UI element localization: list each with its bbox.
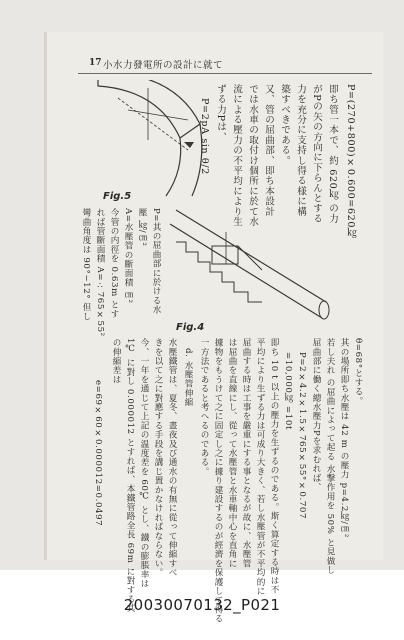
text-line: では水車の取付け個所に於て水	[247, 84, 258, 227]
text-line: は屈曲を直線にし、從って水壓管と水車軸中心を直角に	[227, 338, 237, 568]
text-line: P=(270+800)×0.600=620㎏	[345, 84, 356, 239]
header-rule	[78, 73, 372, 74]
text-line: θ=68°とする。	[353, 338, 363, 406]
fig4-label: Fig.4	[176, 322, 205, 333]
formula: P=2pA sin θ/2	[199, 98, 210, 175]
fig5-label: Fig.5	[103, 191, 132, 202]
text-line: 即ち 10 t 以上の壓力を生ずるのである。斯く算定する時は不	[269, 338, 279, 595]
text-line: 一方法であると考へるのである。	[199, 338, 209, 476]
text-line: 流による壓力の不平均により生	[231, 84, 242, 227]
text-line: A=水壓管の斷面積 ㎝²	[123, 208, 133, 304]
text-line: れば管斷面積 A=∴765×55²	[95, 208, 105, 337]
page-number: 17	[89, 58, 102, 68]
text-line: がPの矢の方向に下らんとする	[311, 84, 322, 224]
text-line: 若し夫れ の屈曲によって起る 水撃作用を 50% と見做し	[325, 338, 335, 575]
running-title: 小水力發電所の設計に就て	[103, 60, 224, 71]
text-line: =10,000㎏ =10t	[283, 352, 293, 430]
text-line: 今、一年を通じて上記の温度差を 60℃ とし、鐵の膨脹率は	[139, 338, 149, 589]
formula: e=69×60×0.000012=0.0497	[93, 380, 103, 527]
text-line: 屈曲部に働く總水壓力Pを求むれば、	[311, 338, 321, 492]
text-line: 彎曲角度は 90°−12° 但し	[81, 208, 91, 321]
text-line: 1℃ に對し 0.000012 とすれば、本鐵管路全長 69m に對する其	[125, 338, 135, 613]
text-line: 又、管の屈曲部、即ち本設計	[263, 84, 274, 217]
text-line: P=2×4.2×1.5×765×55°×0.707	[297, 352, 307, 520]
text-line: 水壓鐵管は、夏冬、晝夜及び通水の有無に從って伸縮すべ	[167, 338, 177, 578]
text-line: 據物をもうけて之に固定し之に據り建設するのが經濟を保護して得る	[213, 338, 223, 624]
text-line: 平均により生ずる力は可成り大きく、若し水壓管が不平均的に	[255, 338, 265, 596]
section-heading: d. 水壓管伸縮	[183, 348, 193, 407]
text-line: P=其の屈曲部に於ける水	[151, 208, 161, 315]
text-line: 築すべきである。	[279, 84, 290, 166]
text-line: 力を充分に支持し得る様に構	[295, 84, 306, 217]
text-line: 今管の内徑を 0.63m とす	[109, 208, 119, 319]
text-line: 其の場所即ち水壓は 42 m の壓力 p=4.2㎏/㎝²	[339, 338, 349, 538]
image-id-caption: 20030070132_P021	[123, 596, 281, 614]
text-line: 即ち管一本で、約 620㎏ の力	[327, 84, 338, 224]
fig5-bent-pipe-drawing	[88, 80, 206, 198]
text-line: 屈曲する時は工事を嚴重にする事となるが故に、水壓管	[241, 338, 251, 568]
text-line: 壓 ㎏/㎝²	[137, 208, 147, 247]
text-line: きを以て之に對應する手段を講じ置かなければならない。	[153, 338, 163, 578]
text-line: ずる力Pは、	[215, 84, 226, 143]
text-line: の伸縮差は	[111, 338, 121, 384]
